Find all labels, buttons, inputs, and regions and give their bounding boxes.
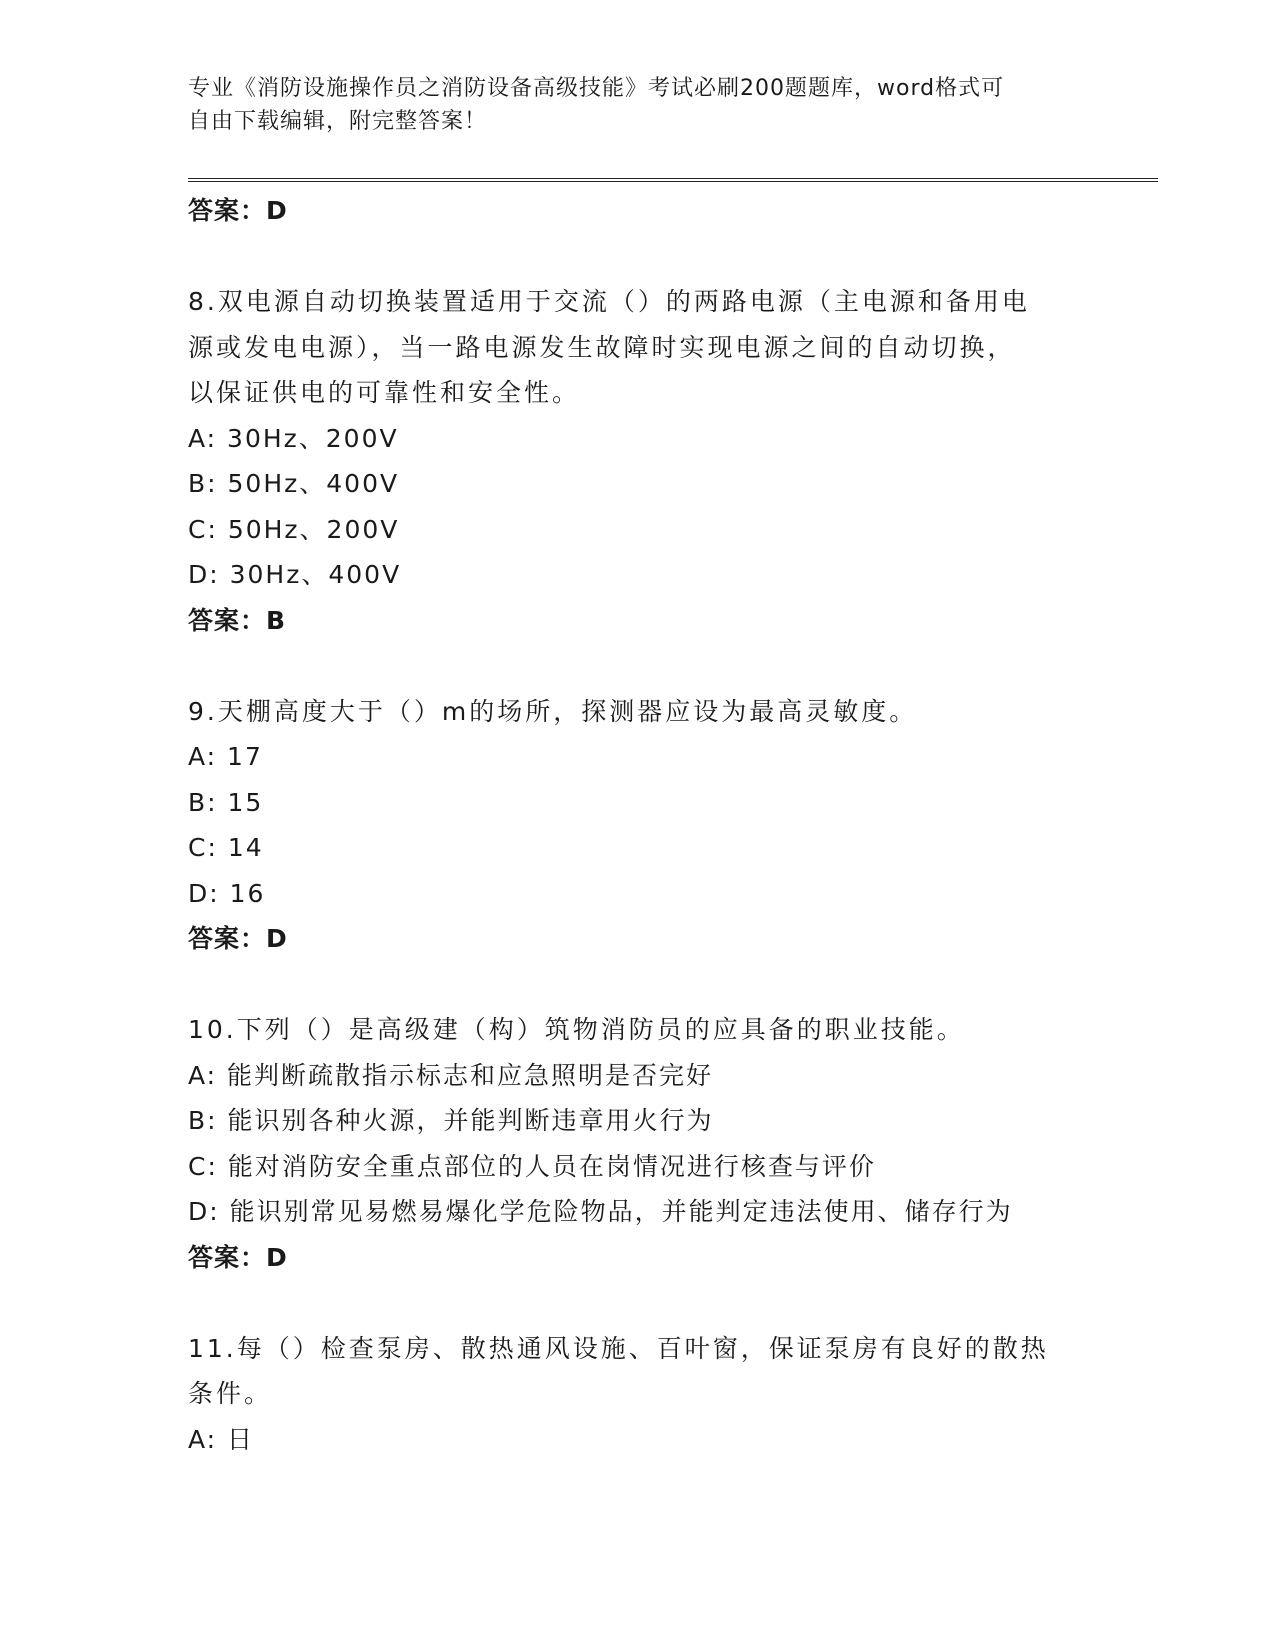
answer-line: 答案：B (188, 605, 287, 635)
option-item: A: 能判断疏散指示标志和应急照明是否完好 (188, 1060, 714, 1090)
header-line-2: 自由下载编辑，附完整答案！ (188, 109, 488, 134)
answer-line: 答案：D (188, 924, 288, 953)
option-item: B: 50Hz、400V (188, 469, 400, 498)
spacer (188, 962, 1088, 1008)
option-item: B: 能识别各种火源，并能判断违章用火行为 (188, 1106, 714, 1135)
option-item: A: 17 (188, 742, 263, 771)
option-item: A: 日 (188, 1424, 255, 1454)
answer-previous: 答案：D (188, 196, 288, 225)
option-item: A: 30Hz、200V (188, 423, 399, 453)
question-text: 11.每（）检查泵房、散热通风设施、百叶窗，保证泵房有良好的散热 (188, 1333, 1049, 1363)
option-item: D: 能识别常见易燃易爆化学危险物品，并能判定违法使用、储存行为 (188, 1197, 1013, 1226)
option-item: D: 30Hz、400V (188, 560, 402, 589)
spacer (188, 234, 1088, 280)
header-line-1: 专业《消防设施操作员之消防设备高级技能》考试必刷200题题库，word格式可 (188, 76, 1005, 101)
question-text: 9.天棚高度大于（）m的场所，探测器应设为最高灵敏度。 (188, 696, 918, 726)
option-item: C: 50Hz、200V (188, 514, 400, 544)
option-item: D: 16 (188, 878, 266, 908)
spacer (188, 1280, 1088, 1326)
page-header (188, 72, 1068, 138)
answer-line: 答案：D (188, 1242, 288, 1272)
question-block (188, 689, 1088, 1008)
option-item: C: 14 (188, 833, 264, 862)
question-block (188, 279, 1088, 689)
spacer (188, 643, 1088, 689)
option-item: C: 能对消防安全重点部位的人员在岗情况进行核查与评价 (188, 1151, 876, 1181)
question-text: 以保证供电的可靠性和安全性。 (188, 378, 581, 407)
question-text: 条件。 (188, 1379, 273, 1408)
header-divider (188, 178, 1158, 182)
option-item: B: 15 (188, 787, 264, 817)
question-text: 8.双电源自动切换装置适用于交流（）的两路电源（主电源和备用电 (188, 287, 1030, 316)
question-text: 源或发电电源），当一路电源发生故障时实现电源之间的自动切换， (188, 332, 1016, 362)
question-block (188, 1326, 1088, 1463)
question-list (188, 188, 1088, 1462)
question-block (188, 1007, 1088, 1326)
question-text: 10.下列（）是高级建（构）筑物消防员的应具备的职业技能。 (188, 1015, 965, 1044)
